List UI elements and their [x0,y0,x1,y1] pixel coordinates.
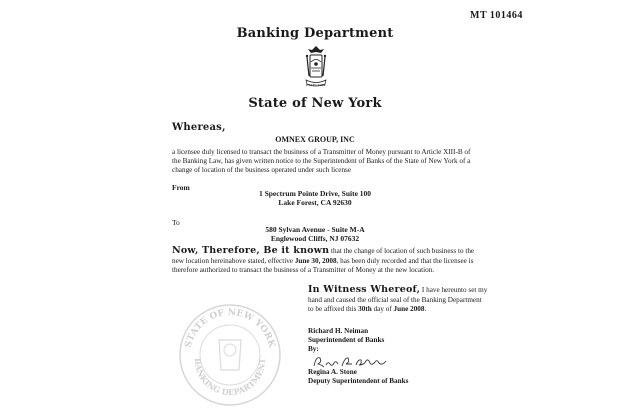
seal-motto: EXCELSIOR [306,83,326,87]
effective-date: June 30, 2008 [294,256,337,265]
state-title: State of New York [248,96,382,111]
whereas-heading: Whereas, [172,122,226,133]
document-id: MT 101464 [470,10,523,21]
paragraph3-text-b: day of [371,305,394,313]
witness-day: 30th [358,305,372,313]
deputy-name: Regina A. Stone [308,368,357,376]
paragraph2-text-b: , has been duly recorded and that the licensee is therefore authorized to transact the business of a Transmitter of Money at the new location. [172,256,474,274]
svg-text:BANKING DEPARTMENT [193,358,267,397]
from-address [0,189,630,207]
to-address-line-1: 580 Sylvan Avenue - Suite M-A [265,225,365,234]
now-therefore-lead: Now, Therefore, Be it known [172,245,330,256]
from-label: From [172,183,190,192]
superintendent-name: Richard H. Neiman [308,327,369,335]
superintendent-block [308,327,384,354]
department-title: Banking Department [236,26,394,41]
in-witness-paragraph [308,285,488,315]
to-label: To [172,218,180,227]
paragraph3-text-a: I have hereunto set my hand and caused the official seal of the Banking Department to be affixed this [308,286,488,313]
witness-month: June 2008 [393,305,425,313]
to-address [0,225,630,243]
deputy-block [308,368,408,386]
embossed-seal-icon [175,300,285,415]
deputy-title: Deputy Superintendent of Banks [308,377,409,385]
embossed-ring-text: STATE OF NEW YORK [183,307,277,349]
in-witness-lead: In Witness Whereof, [308,284,421,295]
licensee-name: OMNEX GROUP, INC [275,135,355,144]
now-therefore-paragraph [172,246,482,276]
state-coat-of-arms-icon [305,44,327,99]
from-address-line-1: 1 Spectrum Pointe Drive, Suite 100 [258,189,372,198]
by-label: By: [308,345,319,353]
paragraph2-text-a: that the change of location of such business to the new location hereinabove stated, effective [172,247,475,265]
paragraph3-end: . [424,305,427,313]
superintendent-title: Superintendent of Banks [308,336,385,344]
license-paragraph: a licensee duly licensed to transact the business of a Transmitter of Money pursuant to Article XIII-B of the Banking Law, has given written notice to the Superintendent of Banks of the State of New York of a change of location of the business operated under such license [172,148,471,174]
from-address-line-2: Lake Forest, CA 92630 [278,198,352,207]
to-address-line-2: Englewood Cliffs, NJ 07632 [270,234,360,243]
embossed-bottom-text: BANKING DEPARTMENT [192,357,268,398]
